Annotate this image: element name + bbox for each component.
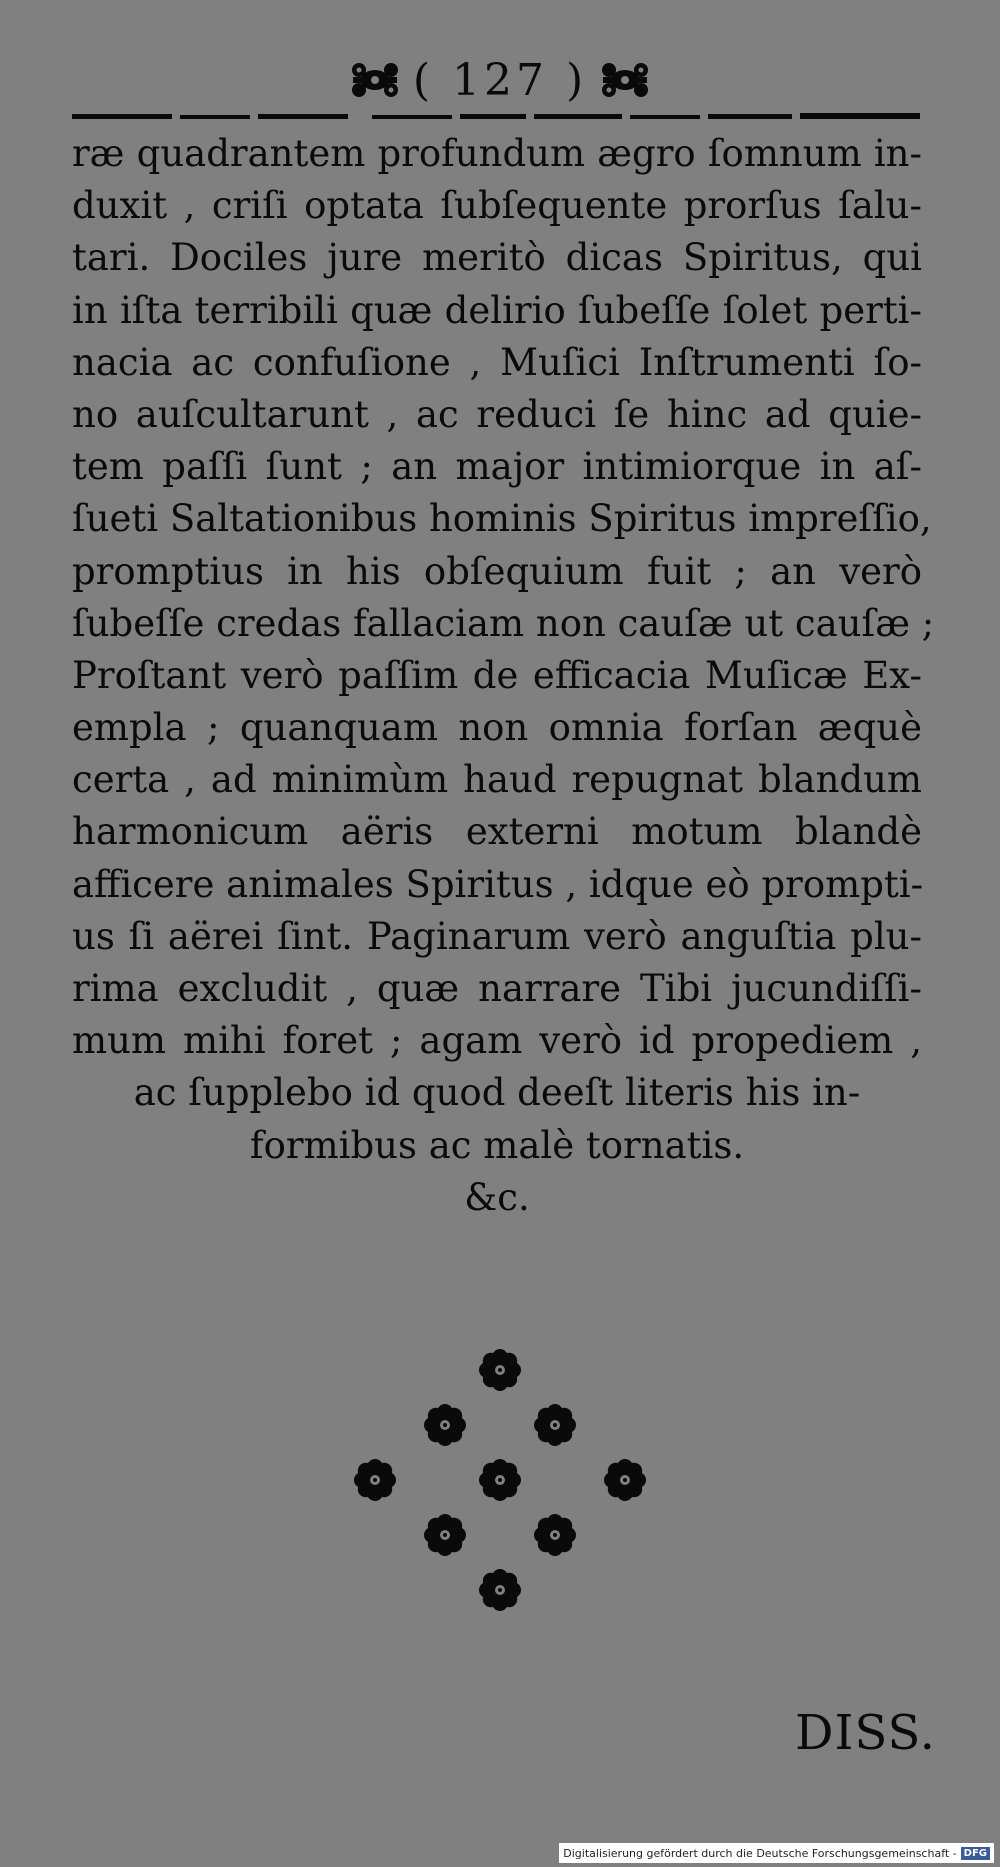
closing-etc: &c.: [464, 1175, 530, 1219]
text-line: ſubeſſe credas fallaciam non cauſæ ut cauſæ ;: [72, 601, 935, 645]
rosette-cluster-icon: [340, 1340, 660, 1620]
text-line: rima excludit , quæ narrare Tibi jucundiſſi-: [72, 967, 922, 1010]
rosette-icon: [479, 1459, 521, 1501]
digitization-credit: [559, 1843, 994, 1863]
page-number: ( 127 ): [412, 54, 588, 106]
text-line: Proſtant verò paſſim de efficacia Muſicæ Ex-: [72, 653, 922, 697]
rosette-icon: [354, 1459, 396, 1501]
text-line: mum mihi foret ; agam verò id propediem ,: [72, 1019, 922, 1063]
text-line: certa , ad minimùm haud repugnat blandum: [72, 758, 922, 802]
text-line: afficere animales Spiritus , idque eò prompti-: [72, 862, 924, 906]
text-line: harmonicum aëris externi motum blandè: [72, 810, 922, 854]
text-line: in iſta terribili quæ delirio ſubeſſe ſolet perti-: [72, 288, 922, 332]
rosette-icon: [604, 1459, 646, 1501]
dfg-logo: DFG: [961, 1847, 990, 1860]
text-line: ſueti Saltationibus hominis Spiritus impreſſio,: [72, 497, 932, 541]
catchword: DISS.: [795, 1705, 936, 1761]
closing-line: ac ſupplebo id quod deeſt literis his in-: [133, 1071, 861, 1115]
credit-text: Digitalisierung gefördert durch die Deutsche Forschungsgemeinschaft -: [563, 1846, 957, 1860]
text-line: no auſcultarunt , ac reduci ſe hinc ad quie-: [72, 392, 922, 436]
closing-line: formibus ac malè tornatis.: [249, 1123, 745, 1167]
fleuron-icon: [349, 58, 401, 102]
rosette-icon: [479, 1349, 521, 1391]
rosette-icon: [424, 1514, 466, 1556]
rosette-icon: [424, 1404, 466, 1446]
body-text: [72, 128, 935, 1224]
text-line: tari. Dociles jure meritò dicas Spiritus, qui: [72, 236, 922, 280]
page-header: [0, 50, 1000, 110]
rosette-icon: [479, 1569, 521, 1611]
fleuron-icon: [599, 58, 651, 102]
rosette-icon: [534, 1514, 576, 1556]
text-line: ræ quadrantem profundum ægro ſomnum in-: [72, 132, 922, 175]
text-line: empla ; quanquam non omnia forſan æquè: [72, 706, 922, 750]
text-line: nacia ac confuſione , Muſici Inſtrumenti ſo-: [72, 340, 922, 384]
rosette-icon: [534, 1404, 576, 1446]
text-line: us ſi aërei ſint. Paginarum verò anguſtia plu-: [72, 914, 922, 958]
header-rule: [72, 112, 920, 120]
text-line: duxit , criſi optata ſubſequente prorſus ſalu-: [72, 184, 922, 228]
text-line: tem paſſi ſunt ; an major intimiorque in aſ-: [72, 445, 922, 489]
text-line: promptius in his obſequium fuit ; an verò: [72, 549, 922, 593]
